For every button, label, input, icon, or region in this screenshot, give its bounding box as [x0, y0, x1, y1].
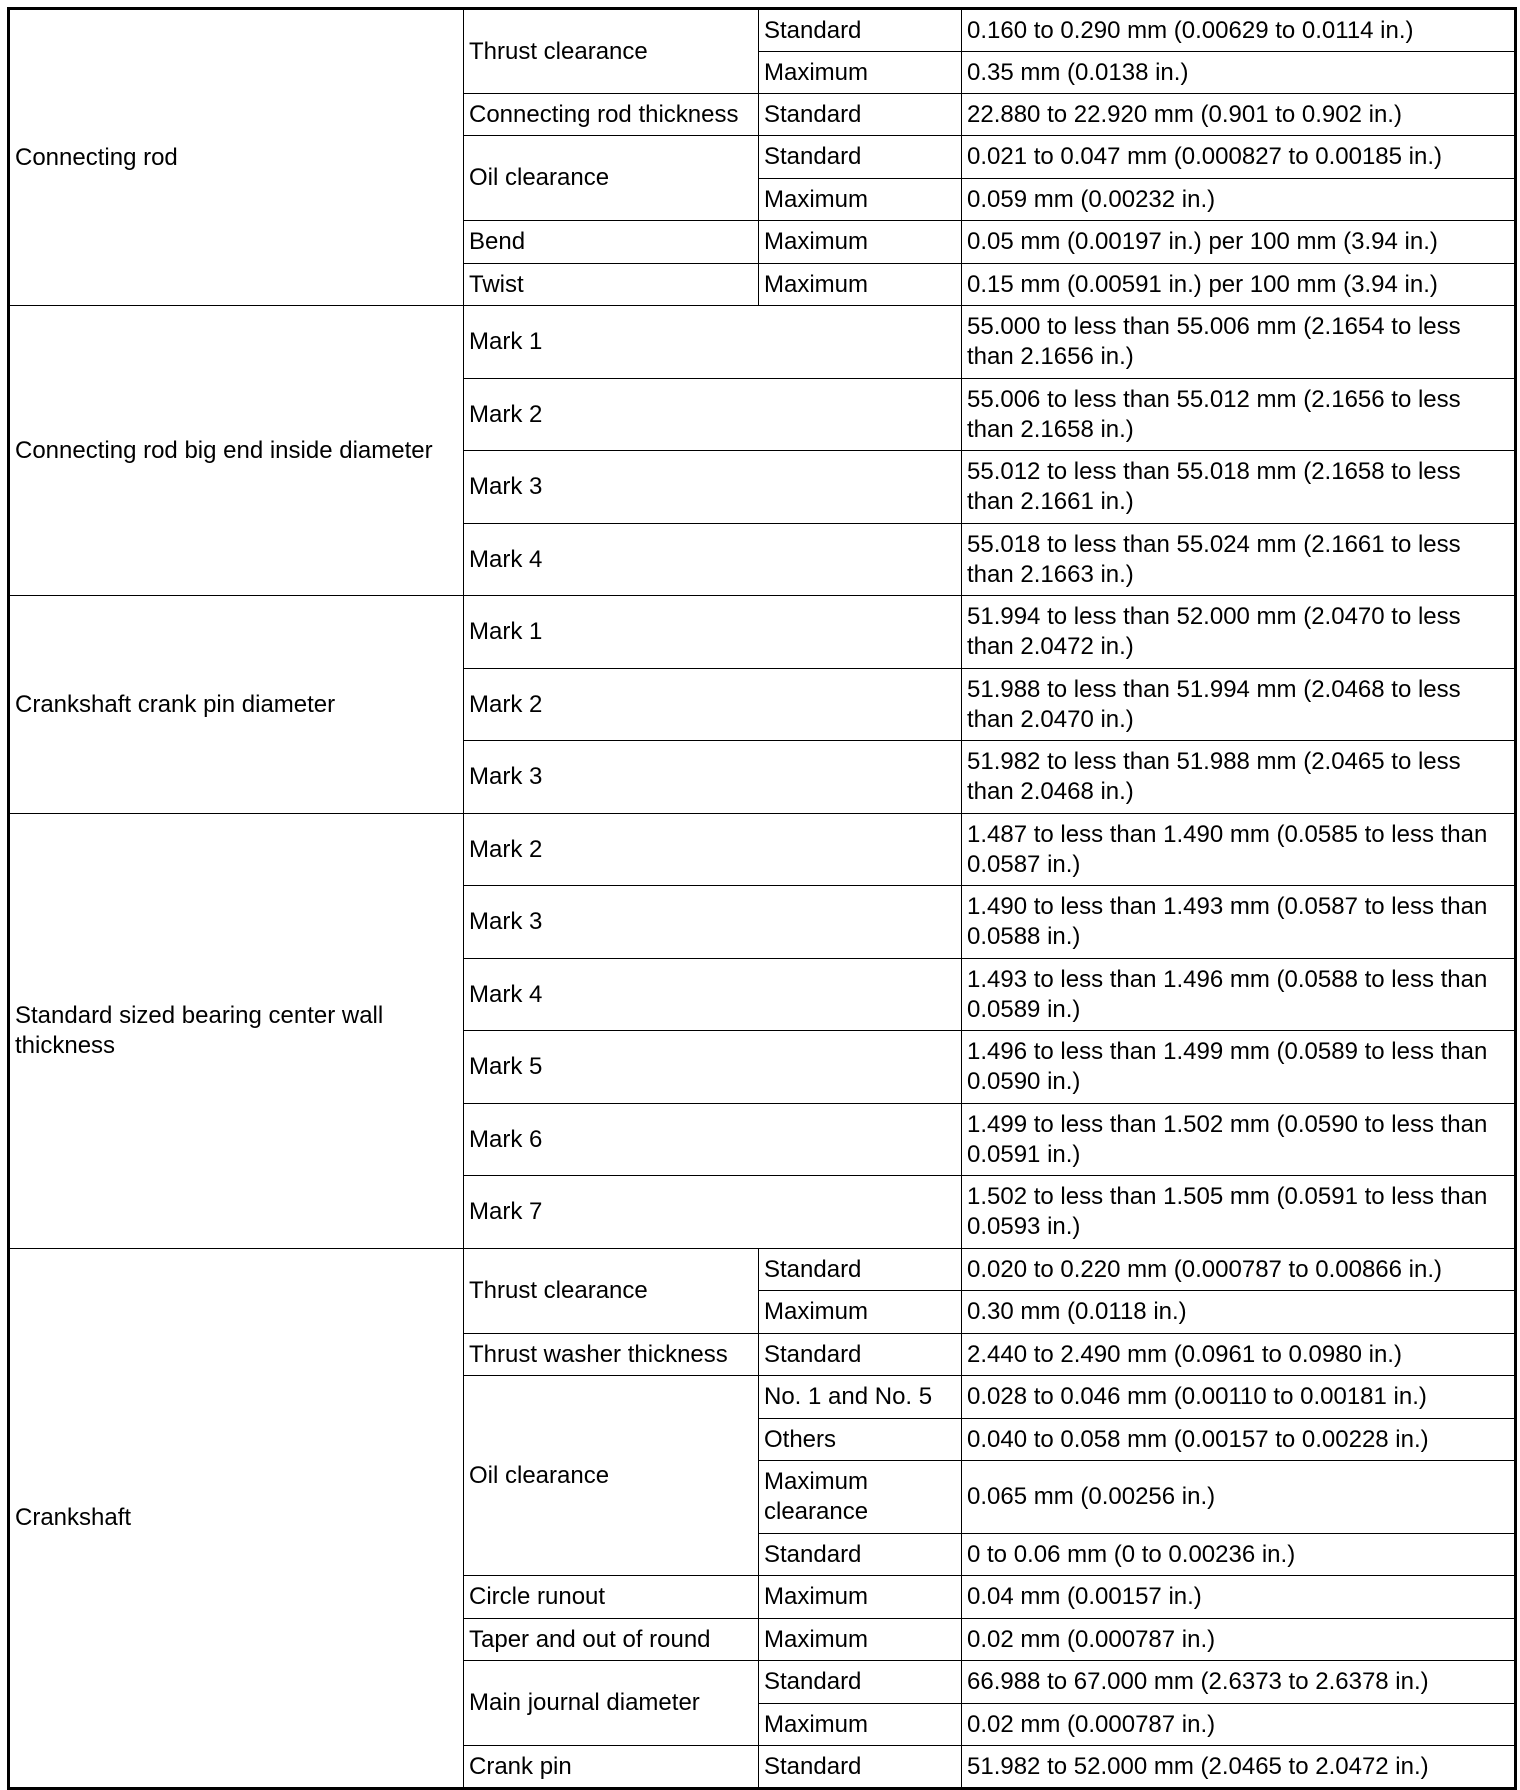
condition-cell: Standard: [759, 94, 962, 136]
condition-cell: Standard: [759, 9, 962, 52]
value-cell: 0.020 to 0.220 mm (0.000787 to 0.00866 in.): [962, 1249, 1516, 1291]
value-cell: 51.988 to less than 51.994 mm (2.0468 to less than 2.0470 in.): [962, 669, 1516, 741]
condition-cell: Maximum: [759, 1704, 962, 1746]
mark-cell: Mark 1: [464, 596, 962, 669]
condition-cell: Standard: [759, 1249, 962, 1291]
mark-cell: Mark 2: [464, 669, 962, 741]
table-row: [9, 306, 1516, 379]
item-cell: Crank pin: [464, 1746, 759, 1789]
value-cell: 0.15 mm (0.00591 in.) per 100 mm (3.94 in.): [962, 264, 1516, 306]
value-cell: 66.988 to 67.000 mm (2.6373 to 2.6378 in.): [962, 1661, 1516, 1704]
item-cell: Circle runout: [464, 1576, 759, 1619]
mark-cell: Mark 7: [464, 1176, 962, 1249]
value-cell: 51.994 to less than 52.000 mm (2.0470 to less than 2.0472 in.): [962, 596, 1516, 669]
category-cell: Crankshaft: [9, 1249, 464, 1789]
mark-cell: Mark 4: [464, 959, 962, 1031]
condition-cell: Maximum: [759, 1291, 962, 1334]
mark-cell: Mark 5: [464, 1031, 962, 1104]
table-row: [9, 9, 1516, 52]
value-cell: 0.021 to 0.047 mm (0.000827 to 0.00185 in.): [962, 136, 1516, 179]
condition-cell: Standard: [759, 1334, 962, 1376]
value-cell: 22.880 to 22.920 mm (0.901 to 0.902 in.): [962, 94, 1516, 136]
value-cell: 0.02 mm (0.000787 in.): [962, 1704, 1516, 1746]
value-cell: 0.04 mm (0.00157 in.): [962, 1576, 1516, 1619]
mark-cell: Mark 1: [464, 306, 962, 379]
value-cell: 0.059 mm (0.00232 in.): [962, 179, 1516, 221]
value-cell: 0.040 to 0.058 mm (0.00157 to 0.00228 in.): [962, 1419, 1516, 1461]
condition-cell: Standard: [759, 1661, 962, 1704]
value-cell: 0.02 mm (0.000787 in.): [962, 1619, 1516, 1661]
item-cell: Thrust clearance: [464, 1249, 759, 1334]
mark-cell: Mark 3: [464, 451, 962, 524]
mark-cell: Mark 3: [464, 886, 962, 959]
category-cell: Connecting rod big end inside diameter: [9, 306, 464, 596]
item-cell: Taper and out of round: [464, 1619, 759, 1661]
table-row: [9, 596, 1516, 669]
value-cell: 1.490 to less than 1.493 mm (0.0587 to less than 0.0588 in.): [962, 886, 1516, 959]
item-cell: Oil clearance: [464, 1376, 759, 1576]
value-cell: 0 to 0.06 mm (0 to 0.00236 in.): [962, 1534, 1516, 1576]
condition-cell: Standard: [759, 1534, 962, 1576]
condition-cell: Maximum: [759, 221, 962, 264]
item-cell: Oil clearance: [464, 136, 759, 221]
condition-cell: Maximum: [759, 179, 962, 221]
value-cell: 0.160 to 0.290 mm (0.00629 to 0.0114 in.): [962, 9, 1516, 52]
condition-cell: Maximum clearance: [759, 1461, 962, 1534]
mark-cell: Mark 3: [464, 741, 962, 814]
mark-cell: Mark 2: [464, 814, 962, 886]
table-row: [9, 814, 1516, 886]
item-cell: Connecting rod thickness: [464, 94, 759, 136]
condition-cell: Maximum: [759, 1619, 962, 1661]
value-cell: 0.05 mm (0.00197 in.) per 100 mm (3.94 in.): [962, 221, 1516, 264]
value-cell: 1.493 to less than 1.496 mm (0.0588 to less than 0.0589 in.): [962, 959, 1516, 1031]
value-cell: 55.018 to less than 55.024 mm (2.1661 to less than 2.1663 in.): [962, 524, 1516, 596]
value-cell: 51.982 to less than 51.988 mm (2.0465 to less than 2.0468 in.): [962, 741, 1516, 814]
value-cell: 0.30 mm (0.0118 in.): [962, 1291, 1516, 1334]
category-cell: Connecting rod: [9, 9, 464, 306]
mark-cell: Mark 2: [464, 379, 962, 451]
specification-table: [7, 7, 1517, 1790]
mark-cell: Mark 4: [464, 524, 962, 596]
value-cell: 1.487 to less than 1.490 mm (0.0585 to less than 0.0587 in.): [962, 814, 1516, 886]
value-cell: 0.065 mm (0.00256 in.): [962, 1461, 1516, 1534]
category-cell: Standard sized bearing center wall thickness: [9, 814, 464, 1249]
item-cell: Twist: [464, 264, 759, 306]
value-cell: 1.499 to less than 1.502 mm (0.0590 to less than 0.0591 in.): [962, 1104, 1516, 1176]
value-cell: 51.982 to 52.000 mm (2.0465 to 2.0472 in.): [962, 1746, 1516, 1789]
condition-cell: Maximum: [759, 264, 962, 306]
value-cell: 55.006 to less than 55.012 mm (2.1656 to less than 2.1658 in.): [962, 379, 1516, 451]
condition-cell: Maximum: [759, 52, 962, 94]
condition-cell: No. 1 and No. 5: [759, 1376, 962, 1419]
value-cell: 2.440 to 2.490 mm (0.0961 to 0.0980 in.): [962, 1334, 1516, 1376]
item-cell: Bend: [464, 221, 759, 264]
item-cell: Thrust washer thickness: [464, 1334, 759, 1376]
value-cell: 55.000 to less than 55.006 mm (2.1654 to less than 2.1656 in.): [962, 306, 1516, 379]
condition-cell: Maximum: [759, 1576, 962, 1619]
value-cell: 0.35 mm (0.0138 in.): [962, 52, 1516, 94]
value-cell: 55.012 to less than 55.018 mm (2.1658 to less than 2.1661 in.): [962, 451, 1516, 524]
condition-cell: Others: [759, 1419, 962, 1461]
item-cell: Main journal diameter: [464, 1661, 759, 1746]
value-cell: 0.028 to 0.046 mm (0.00110 to 0.00181 in.): [962, 1376, 1516, 1419]
condition-cell: Standard: [759, 1746, 962, 1789]
item-cell: Thrust clearance: [464, 9, 759, 94]
table-row: [9, 1249, 1516, 1291]
category-cell: Crankshaft crank pin diameter: [9, 596, 464, 814]
condition-cell: Standard: [759, 136, 962, 179]
mark-cell: Mark 6: [464, 1104, 962, 1176]
value-cell: 1.496 to less than 1.499 mm (0.0589 to less than 0.0590 in.): [962, 1031, 1516, 1104]
value-cell: 1.502 to less than 1.505 mm (0.0591 to less than 0.0593 in.): [962, 1176, 1516, 1249]
